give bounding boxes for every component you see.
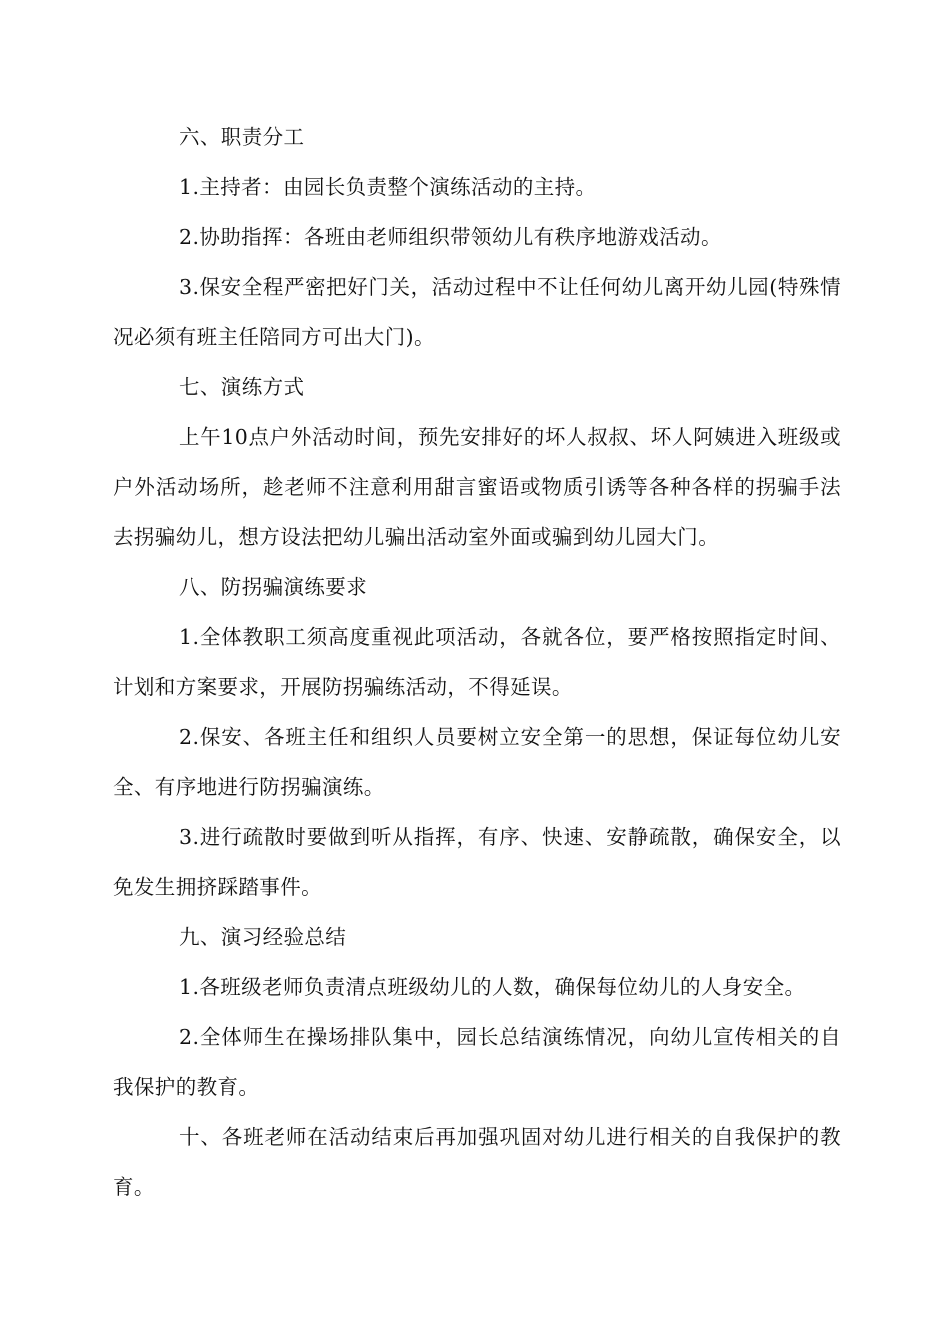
summary-item-1: 1.各班级老师负责清点班级幼儿的人数，确保每位幼儿的人身安全。	[179, 975, 806, 999]
section-ten-paragraph: 十、各班老师在活动结束后再加强巩固对幼儿进行相关的自我保护的教育。	[113, 1125, 841, 1199]
section-heading-duties: 六、职责分工	[179, 125, 305, 149]
summary-item-2: 2.全体师生在操场排队集中，园长总结演练情况，向幼儿宣传相关的自我保护的教育。	[113, 1025, 841, 1099]
section-heading-requirements: 八、防拐骗演练要求	[179, 575, 368, 599]
document-body	[113, 112, 841, 1212]
duty-item-host: 1.主持者：由园长负责整个演练活动的主持。	[179, 175, 597, 199]
method-paragraph: 上午10点户外活动时间，预先安排好的坏人叔叔、坏人阿姨进入班级或户外活动场所，趁老师不注意利用甜言蜜语或物质引诱等各种各样的拐骗手法去拐骗幼儿，想方设法把幼儿骗出活动室外面或骗到幼儿园大门。	[113, 425, 841, 549]
duty-item-assist: 2.协助指挥：各班由老师组织带领幼儿有秩序地游戏活动。	[179, 225, 722, 249]
duty-item-security: 3.保安全程严密把好门关，活动过程中不让任何幼儿离开幼儿园(特殊情况必须有班主任陪同方可出大门)。	[113, 275, 841, 349]
section-heading-method: 七、演练方式	[179, 375, 305, 399]
requirement-item-3: 3.进行疏散时要做到听从指挥，有序、快速、安静疏散，确保安全，以免发生拥挤踩踏事件。	[113, 825, 841, 899]
section-heading-summary: 九、演习经验总结	[179, 925, 347, 949]
requirement-item-2: 2.保安、各班主任和组织人员要树立安全第一的思想，保证每位幼儿安全、有序地进行防拐骗演练。	[113, 725, 841, 799]
requirement-item-1: 1.全体教职工须高度重视此项活动，各就各位，要严格按照指定时间、计划和方案要求，开展防拐骗练活动，不得延误。	[113, 625, 841, 699]
